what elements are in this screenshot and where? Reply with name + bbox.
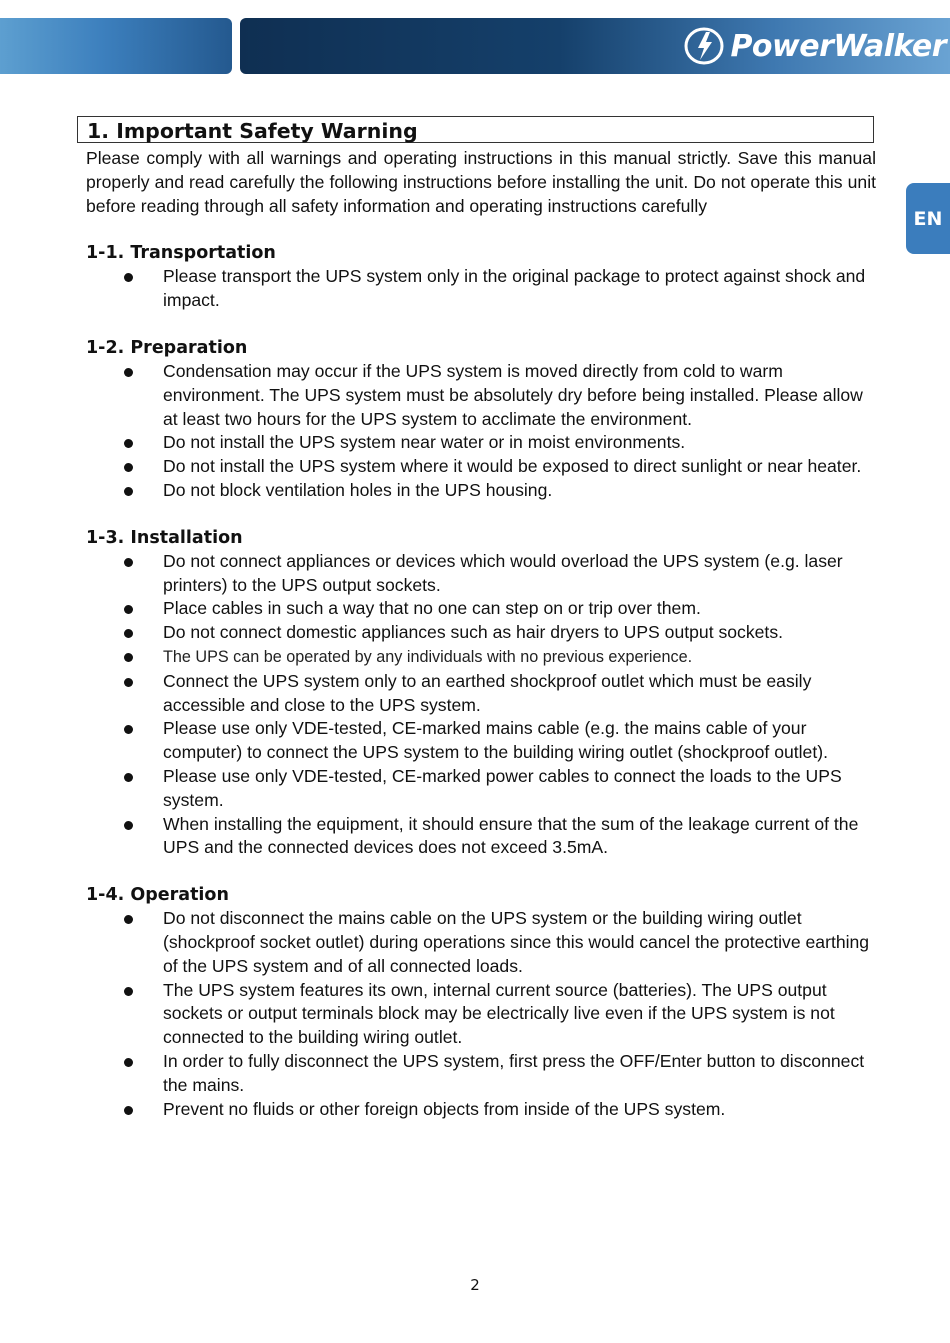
bullet-icon (124, 629, 133, 638)
list-item (86, 1098, 876, 1122)
list-item-text: The UPS system features its own, internal current source (batteries). The UPS output sockets or output terminals block may be electrically live even if the UPS system is not connected to the building wiring outlet. (163, 979, 835, 1048)
list-item-text: Condensation may occur if the UPS system is moved directly from cold to warm environment. The UPS system must be absolutely dry before being installed. Please allow at least two hours for the UPS system to acclimate the environment. (163, 360, 863, 429)
bullet-icon (124, 487, 133, 496)
page-title: 1. Important Safety Warning (77, 116, 874, 143)
list-item (86, 550, 876, 598)
list-item (86, 645, 876, 670)
bullet-icon (124, 1106, 133, 1115)
list-item-text: Prevent no fluids or other foreign objects from inside of the UPS system. (163, 1098, 726, 1119)
list-item (86, 360, 876, 431)
list-item (86, 597, 876, 621)
list-item (86, 907, 876, 978)
section-transportation (86, 241, 876, 313)
list-item-text: Connect the UPS system only to an earthed shockproof outlet which must be easily accessible and close to the UPS system. (163, 670, 812, 715)
list-item-text: When installing the equipment, it should ensure that the sum of the leakage current of the UPS and the connected devices does not exceed 3.5mA. (163, 813, 859, 858)
list-item-text: Please use only VDE-tested, CE-marked power cables to connect the loads to the UPS system. (163, 765, 842, 810)
bullet-icon (124, 678, 133, 687)
page-number: 2 (470, 1276, 480, 1294)
list-item (86, 621, 876, 645)
language-tab[interactable]: EN (906, 183, 950, 254)
bullet-list (86, 907, 876, 1121)
section-heading: 1-4. Operation (86, 885, 229, 906)
list-item (86, 455, 876, 479)
section-installation (86, 526, 876, 860)
bullet-icon (124, 987, 133, 996)
bullet-icon (124, 439, 133, 448)
list-item (86, 479, 876, 503)
intro-paragraph: Please comply with all warnings and operating instructions in this manual strictly. Save this manual properly and read carefully the following instructions before installing the unit. Do not operate this unit before reading through all safety information and operating instructions carefully (86, 148, 876, 216)
list-item-text: Place cables in such a way that no one can step on or trip over them. (163, 598, 701, 619)
list-item (86, 431, 876, 455)
list-item (86, 979, 876, 1050)
list-item-text: In order to fully disconnect the UPS system, first press the OFF/Enter button to disconnect the mains. (163, 1050, 865, 1095)
bullet-icon (124, 821, 133, 830)
list-item-text: Please transport the UPS system only in the original package to protect against shock and impact. (163, 266, 866, 311)
bullet-icon (124, 558, 133, 567)
list-item-text: Do not connect appliances or devices which would overload the UPS system (e.g. laser printers) to the UPS output sockets. (163, 550, 843, 595)
bullet-icon (124, 368, 133, 377)
section-heading: 1-3. Installation (86, 527, 243, 548)
list-item-text: The UPS can be operated by any individuals with no previous experience. (163, 647, 693, 666)
bullet-list (86, 550, 876, 860)
brand-name: PowerWalker (730, 28, 946, 64)
list-item (86, 765, 876, 813)
list-item-text: Do not block ventilation holes in the UPS housing. (163, 479, 553, 500)
list-item-text: Do not connect domestic appliances such as hair dryers to UPS output sockets. (163, 622, 784, 643)
section-preparation (86, 336, 876, 503)
document-body (86, 116, 876, 1121)
list-item (86, 813, 876, 861)
bullet-icon (124, 915, 133, 924)
list-item (86, 265, 876, 313)
section-heading: 1-2. Preparation (86, 337, 248, 358)
bullet-icon (124, 273, 133, 282)
header-band (0, 18, 950, 74)
bullet-list (86, 360, 876, 503)
header-band-left (0, 18, 232, 74)
bullet-icon (124, 725, 133, 734)
bullet-icon (124, 1058, 133, 1067)
list-item-text: Do not install the UPS system near water or in moist environments. (163, 432, 686, 453)
bullet-icon (124, 653, 133, 662)
list-item-text: Do not disconnect the mains cable on the UPS system or the building wiring outlet (shockproof socket outlet) during operations since this would cancel the protective earthing of the UPS system and of all connected loads. (163, 908, 870, 976)
section-heading: 1-1. Transportation (86, 243, 276, 264)
brand-logo (682, 26, 946, 66)
bullet-icon (124, 773, 133, 782)
header-band-right (240, 18, 950, 74)
bullet-list (86, 265, 876, 313)
list-item (86, 1050, 876, 1098)
section-operation (86, 883, 876, 1121)
list-item-text: Please use only VDE-tested, CE-marked mains cable (e.g. the mains cable of your computer) to connect the UPS system to the building wiring outlet (shockproof outlet). (163, 718, 828, 763)
list-item (86, 717, 876, 765)
power-logo-icon (682, 26, 726, 66)
list-item (86, 670, 876, 718)
bullet-icon (124, 463, 133, 472)
list-item-text: Do not install the UPS system where it would be exposed to direct sunlight or near heater. (163, 456, 862, 477)
bullet-icon (124, 605, 133, 614)
